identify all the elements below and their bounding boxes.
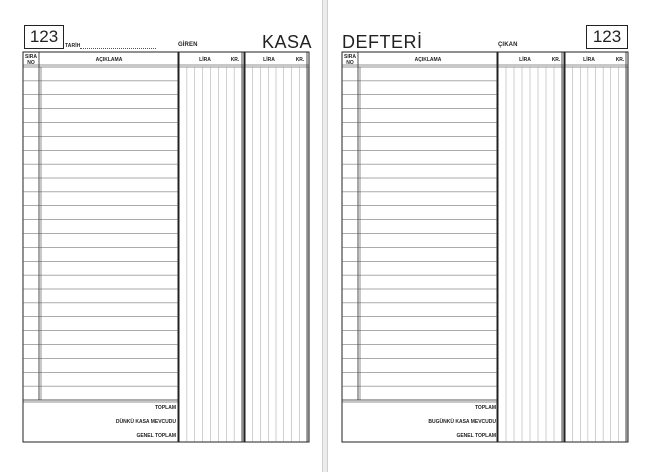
sira-no-header xyxy=(342,54,358,66)
sira-header: SIRA xyxy=(344,54,356,60)
page-number: 123 xyxy=(29,27,59,46)
left-block-frame xyxy=(342,52,497,442)
aciklama-header: AÇIKLAMA xyxy=(95,57,123,63)
page-number-box xyxy=(24,25,64,49)
sira-header: SIRA xyxy=(25,54,37,60)
genel-toplam-label: GENEL TOPLAM xyxy=(136,433,176,439)
aciklama-header: AÇIKLAMA xyxy=(414,57,442,63)
section-label-cikan: ÇIKAN xyxy=(498,42,518,48)
left-page xyxy=(0,0,322,472)
toplam-label: TOPLAM xyxy=(154,405,176,411)
date-field-line xyxy=(80,48,156,49)
right-ledger-grid xyxy=(328,0,650,472)
toplam-label: TOPLAM xyxy=(474,405,496,411)
kr-header-2: KR. xyxy=(615,57,625,63)
kr-header-1: KR. xyxy=(551,57,561,63)
lira-header-1: LİRA xyxy=(199,57,211,63)
date-label: TARİH xyxy=(65,43,81,49)
kasa-mevcudu-label: DÜNKÜ KASA MEVCUDU xyxy=(115,419,176,425)
lira-header-2: LİRA xyxy=(263,57,275,63)
no-header: NO xyxy=(27,60,35,66)
left-block-frame xyxy=(23,52,178,442)
kasa-mevcudu-label: BUGÜNKÜ KASA MEVCUDU xyxy=(428,419,496,425)
lira-header-1: LİRA xyxy=(519,57,531,63)
lira-header-2: LİRA xyxy=(583,57,595,63)
right-page xyxy=(328,0,650,472)
section-label-giren: GİREN xyxy=(178,42,198,48)
kr-header-2: KR. xyxy=(295,57,305,63)
sira-no-header xyxy=(23,54,39,66)
title-kasa: KASA xyxy=(262,32,313,52)
genel-toplam-label: GENEL TOPLAM xyxy=(456,433,496,439)
no-header: NO xyxy=(346,60,354,66)
page-number: 123 xyxy=(592,27,622,46)
page-number-box xyxy=(586,25,628,49)
left-ledger-grid xyxy=(0,0,322,472)
title-defteri: DEFTERİ xyxy=(342,32,423,52)
kr-header-1: KR. xyxy=(230,57,240,63)
